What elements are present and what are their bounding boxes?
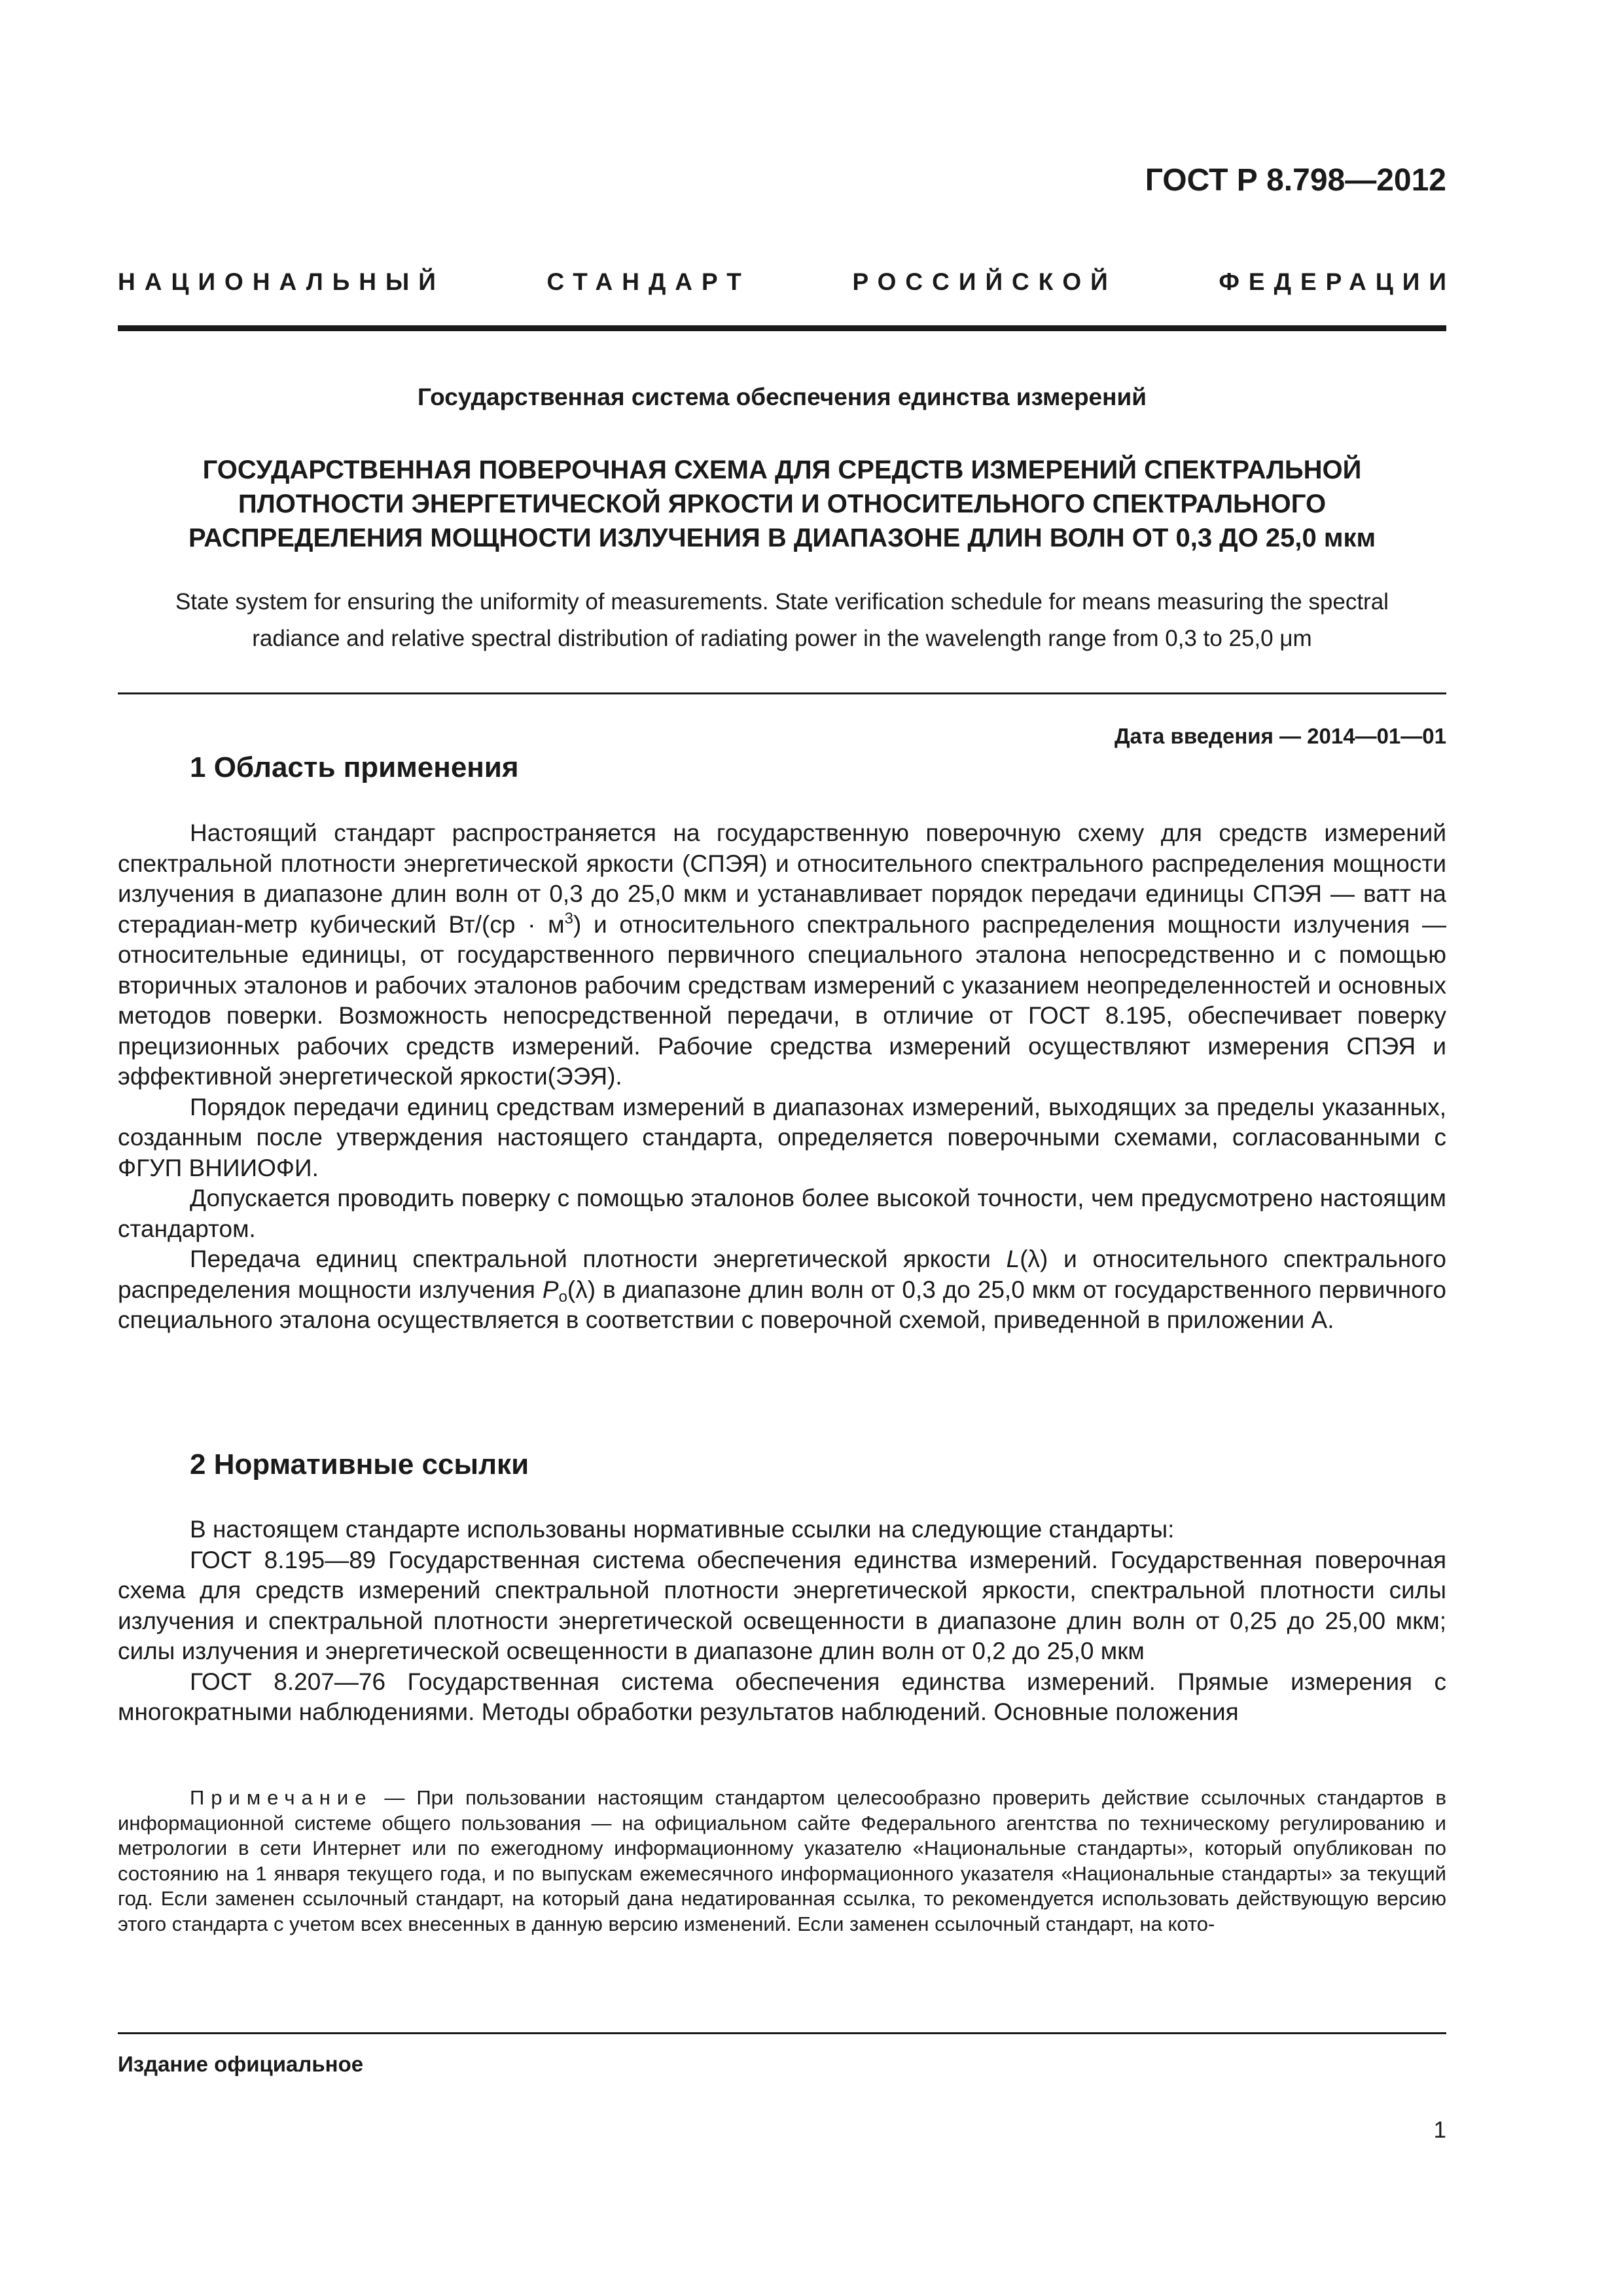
title-line: РАСПРЕДЕЛЕНИЯ МОЩНОСТИ ИЗЛУЧЕНИЯ В ДИАПАЗОНЕ ДЛИН ВОЛН ОТ 0,3 ДО 25,0 мкм (188, 524, 1376, 552)
english-title (118, 584, 1446, 657)
note (118, 1785, 1446, 1937)
title-line: ГОСУДАРСТВЕННАЯ ПОВЕРОЧНАЯ СХЕМА ДЛЯ СРЕДСТВ ИЗМЕРЕНИЙ СПЕКТРАЛЬНОЙ (202, 456, 1362, 484)
title-divider (118, 692, 1446, 694)
banner-word: ФЕДЕРАЦИИ (1219, 268, 1455, 295)
section-1-heading: 1 Область применения (190, 751, 519, 783)
paragraph: ГОСТ 8.207—76 Государственная система обеспечения единства измерений. Прямые измерения с многократными наблюдениями. Методы обработки результатов наблюдений. Основные положения (118, 1668, 1446, 1725)
system-title: Государственная система обеспечения единства измерений (418, 384, 1147, 410)
paragraph: Допускается проводить поверку с помощью эталонов более высокой точности, чем предусмотрено настоящим стандартом. (118, 1185, 1446, 1242)
paragraph: ГОСТ 8.195—89 Государственная система обеспечения единства измерений. Государственная поверочная схема для средств измерений спектральной плотности энергетической яркости, спектральной плотности силы излучения и спектральной плотности энергетической освещенности в диапазоне длин волн от 0,25 до 25,00 мкм; силы излучения и энергетической освещенности в диапазоне длин волн от 0,2 до 25,0 мкм (118, 1546, 1446, 1664)
national-standard-banner (118, 268, 1455, 296)
standard-code: ГОСТ Р 8.798—2012 (1145, 163, 1446, 198)
header-divider (118, 325, 1446, 331)
document-page (118, 0, 1455, 2296)
section-2-body (118, 1515, 1446, 1728)
banner-word: НАЦИОНАЛЬНЫЙ (118, 268, 445, 295)
paragraph: В настоящем стандарте использованы нормативные ссылки на следующие стандарты: (190, 1516, 1175, 1543)
paragraph: Настоящий стандарт распространяется на государственную поверочную схему для средств измерений спектральной плотности энергетической яркости (СПЭЯ) и относительного спектрального распределения мощности излучения в диапазоне длин волн от 0,3 до 25,0 мкм и устанавливает порядок передачи единицы СПЭЯ — ватт на стерадиан-метр кубический $Вт/(ср \cdot м^3)$ и относительного спектрального распределения мощности излучения — относительные единицы, от государственного первичного специального эталона непосредственно и с помощью вторичных эталонов и рабочих эталонов рабочим средствам измерений с указанием неопределенностей и основных методов поверки. Возможность непосредственной передачи, в отличие от ГОСТ 8.195, обеспечивает поверку прецизионных рабочих средств измерений. Рабочие средства измерений осуществляют измерения СПЭЯ и эффективной энергетической яркости(ЭЭЯ). (118, 819, 1447, 1090)
banner-word: СТАНДАРТ (546, 268, 751, 295)
official-edition-label: Издание официальное (118, 2052, 364, 2076)
banner-word: РОССИЙСКОЙ (852, 268, 1117, 295)
english-title-line: State system for ensuring the uniformity of measurements. State verification schedule for means measuring the spectral (175, 589, 1389, 615)
english-title-line: radiance and relative spectral distribution of radiating power in the wavelength range from 0,3 to 25,0 μm (252, 626, 1312, 651)
note-text: — При пользовании настоящим стандартом целесообразно проверить действие ссылочных стандартов в информационной системе общего пользования — на официальном сайте Федерального агентства по техническому регулированию и метрологии в сети Интернет или по ежегодному информационному указателю «Национальные стандарты», который опубликован по состоянию на 1 января текущего года, и по выпускам ежемесячного информационного указателя «Национальные стандарты» за текущий год. Если заменен ссылочный стандарт, на который дана недатированная ссылка, то рекомендуется использовать действующую версию этого стандарта с учетом всех внесенных в данную версию изменений. Если заменен ссылочный стандарт, на кото- (118, 1786, 1446, 1935)
section-1-body (118, 818, 1446, 1336)
paragraph: Передача единиц спектральной плотности энергетической яркости L(λ) и относительного спектрального распределения мощности излучения $P_o(\lambda)$ в диапазоне длин волн от 0,3 до 25,0 мкм от государственного первичного специального эталона осуществляется в соответствии с поверочной схемой, приведенной в приложении А. (118, 1246, 1446, 1333)
note-label: Примечание (190, 1786, 373, 1809)
page-number: 1 (1433, 2117, 1446, 2143)
paragraph: Порядок передачи единиц средствам измерений в диапазонах измерений, выходящих за пределы указанных, созданным после утверждения настоящего стандарта, определяется поверочными схемами, согласованными с ФГУП ВНИИОФИ. (118, 1093, 1446, 1181)
footer-divider (118, 2032, 1446, 2034)
section-2-heading: 2 Нормативные ссылки (190, 1448, 529, 1480)
title-line: ПЛОТНОСТИ ЭНЕРГЕТИЧЕСКОЙ ЯРКОСТИ И ОТНОСИТЕЛЬНОГО СПЕКТРАЛЬНОГО (238, 490, 1327, 518)
document-title (118, 453, 1446, 555)
introduction-date: Дата введения — 2014—01—01 (1115, 724, 1446, 748)
